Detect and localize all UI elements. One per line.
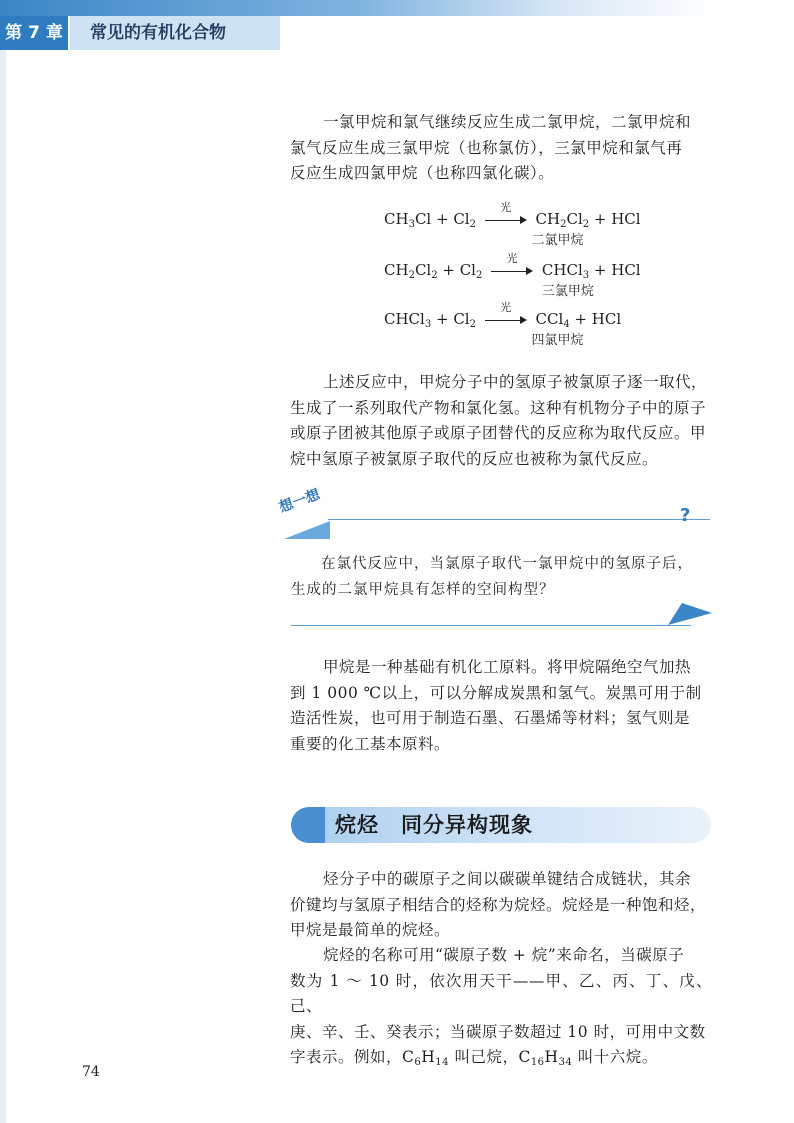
text-line: 造活性炭，也可用于制造石墨、石墨烯等材料；氢气则是 [290,709,691,727]
chapter-title: 常见的有机化合物 [70,16,280,50]
equation-1 [384,201,641,253]
header-gradient-bar [0,0,794,16]
condition-label: 光 [506,252,518,265]
section-title: 烷烃 同分异构现象 [335,813,533,837]
text-line: 生成了一系列取代产物和氯化氢。这种有机物分子中的原子 [290,398,707,417]
think-box-top-rule [328,519,710,520]
reaction-arrow [485,301,527,329]
chapter-number-tag: 第 7 章 [0,16,68,50]
product-name: 二氯甲烷 [531,233,584,248]
reaction-arrow [491,252,533,280]
text-line: 数为 1 ～ 10 时，依次用天干——甲、乙、丙、丁、戊、己、 [290,971,712,1015]
text-line: 上述反应中，甲烷分子中的氢原子被氯原子逐一取代， [323,373,708,391]
condition-label: 光 [500,301,512,314]
reaction-arrow [485,201,527,229]
section-heading [291,807,711,843]
products: $CH_2Cl_2$ + HCl 二氯甲烷 [536,209,641,229]
reactants: CHCl$_3$ + $Cl_2$ [384,310,476,330]
text-line: 到 1 000 ℃以上，可以分解成炭黑和氢气。炭黑可用于制 [290,683,702,702]
paragraph-alkane-naming [290,943,712,1071]
products: CHCl$_3$ + HCl 三氯甲烷 [542,260,641,280]
paragraph-dichloromethane [290,110,712,187]
product-name: 四氯甲烷 [531,333,584,348]
text-line: 在氯代反应中，当氯原子取代一氯甲烷中的氢原子后， [321,556,693,572]
left-margin-strip [0,50,6,1123]
text-line: 氯气反应生成三氯甲烷（也称氯仿），三氯甲烷和氯气再 [290,138,683,157]
equation-3 [384,301,622,353]
paragraph-substitution-reaction [290,370,712,472]
text-line: 甲烷是最简单的烷烃。 [290,921,451,939]
text-line: 一氯甲烷和氯气继续反应生成二氯甲烷，二氯甲烷和 [323,113,692,131]
question-mark-icon: ? [680,505,691,526]
text-line: 价键均与氢原子相结合的烃称为烷烃。烷烃是一种饱和烃， [290,895,707,914]
condition-label: 光 [500,201,512,214]
paragraph-alkanes [290,867,712,944]
text-line: 反应生成四氯甲烷（也称四氯化碳）。 [290,164,555,182]
think-box-question [291,551,711,603]
product-name: 三氯甲烷 [541,284,594,299]
section-heading-pill [291,807,325,843]
paragraph-methane-uses [290,655,712,757]
text-line: 庚、辛、壬、癸表示；当碳原子数超过 10 时，可用中文数 [290,1022,706,1041]
text-line: 生成的二氯甲烷具有怎样的空间构型？ [291,582,555,598]
text-line: 烃分子中的碳原子之间以碳碳单键结合成链状，其余 [323,870,692,888]
products: CCl$_4$ + HCl 四氯甲烷 [536,309,622,329]
text-line: 烷烃的名称可用“碳原子数 + 烷”来命名，当碳原子 [323,946,685,964]
think-box-badge: 想一想 [277,486,323,517]
text-line: 烷中氢原子被氯原子取代的反应也被称为氯代反应。 [290,449,659,468]
think-box-corner-triangle [284,521,332,541]
text-line: 甲烷是一种基础有机化工原料。将甲烷隔绝空气加热 [323,658,692,676]
think-box-bottom-rule [291,625,691,626]
text-line: 或原子团被其他原子或原子团替代的反应称为取代反应。甲 [290,424,707,442]
text-line: 字表示。例如，$C_6H_{14}$ 叫己烷，$C_{16}H_{34}$ 叫十六烷。 [290,1048,658,1068]
equation-2 [384,252,641,304]
think-box-arrow-icon [668,603,712,627]
reactants: $CH_2Cl_2 + Cl_2$ [384,261,483,281]
text-line: 重要的化工基本原料。 [290,734,451,753]
page-number: 74 [82,1064,100,1080]
reactants: $CH_3Cl + Cl_2$ [384,210,476,230]
